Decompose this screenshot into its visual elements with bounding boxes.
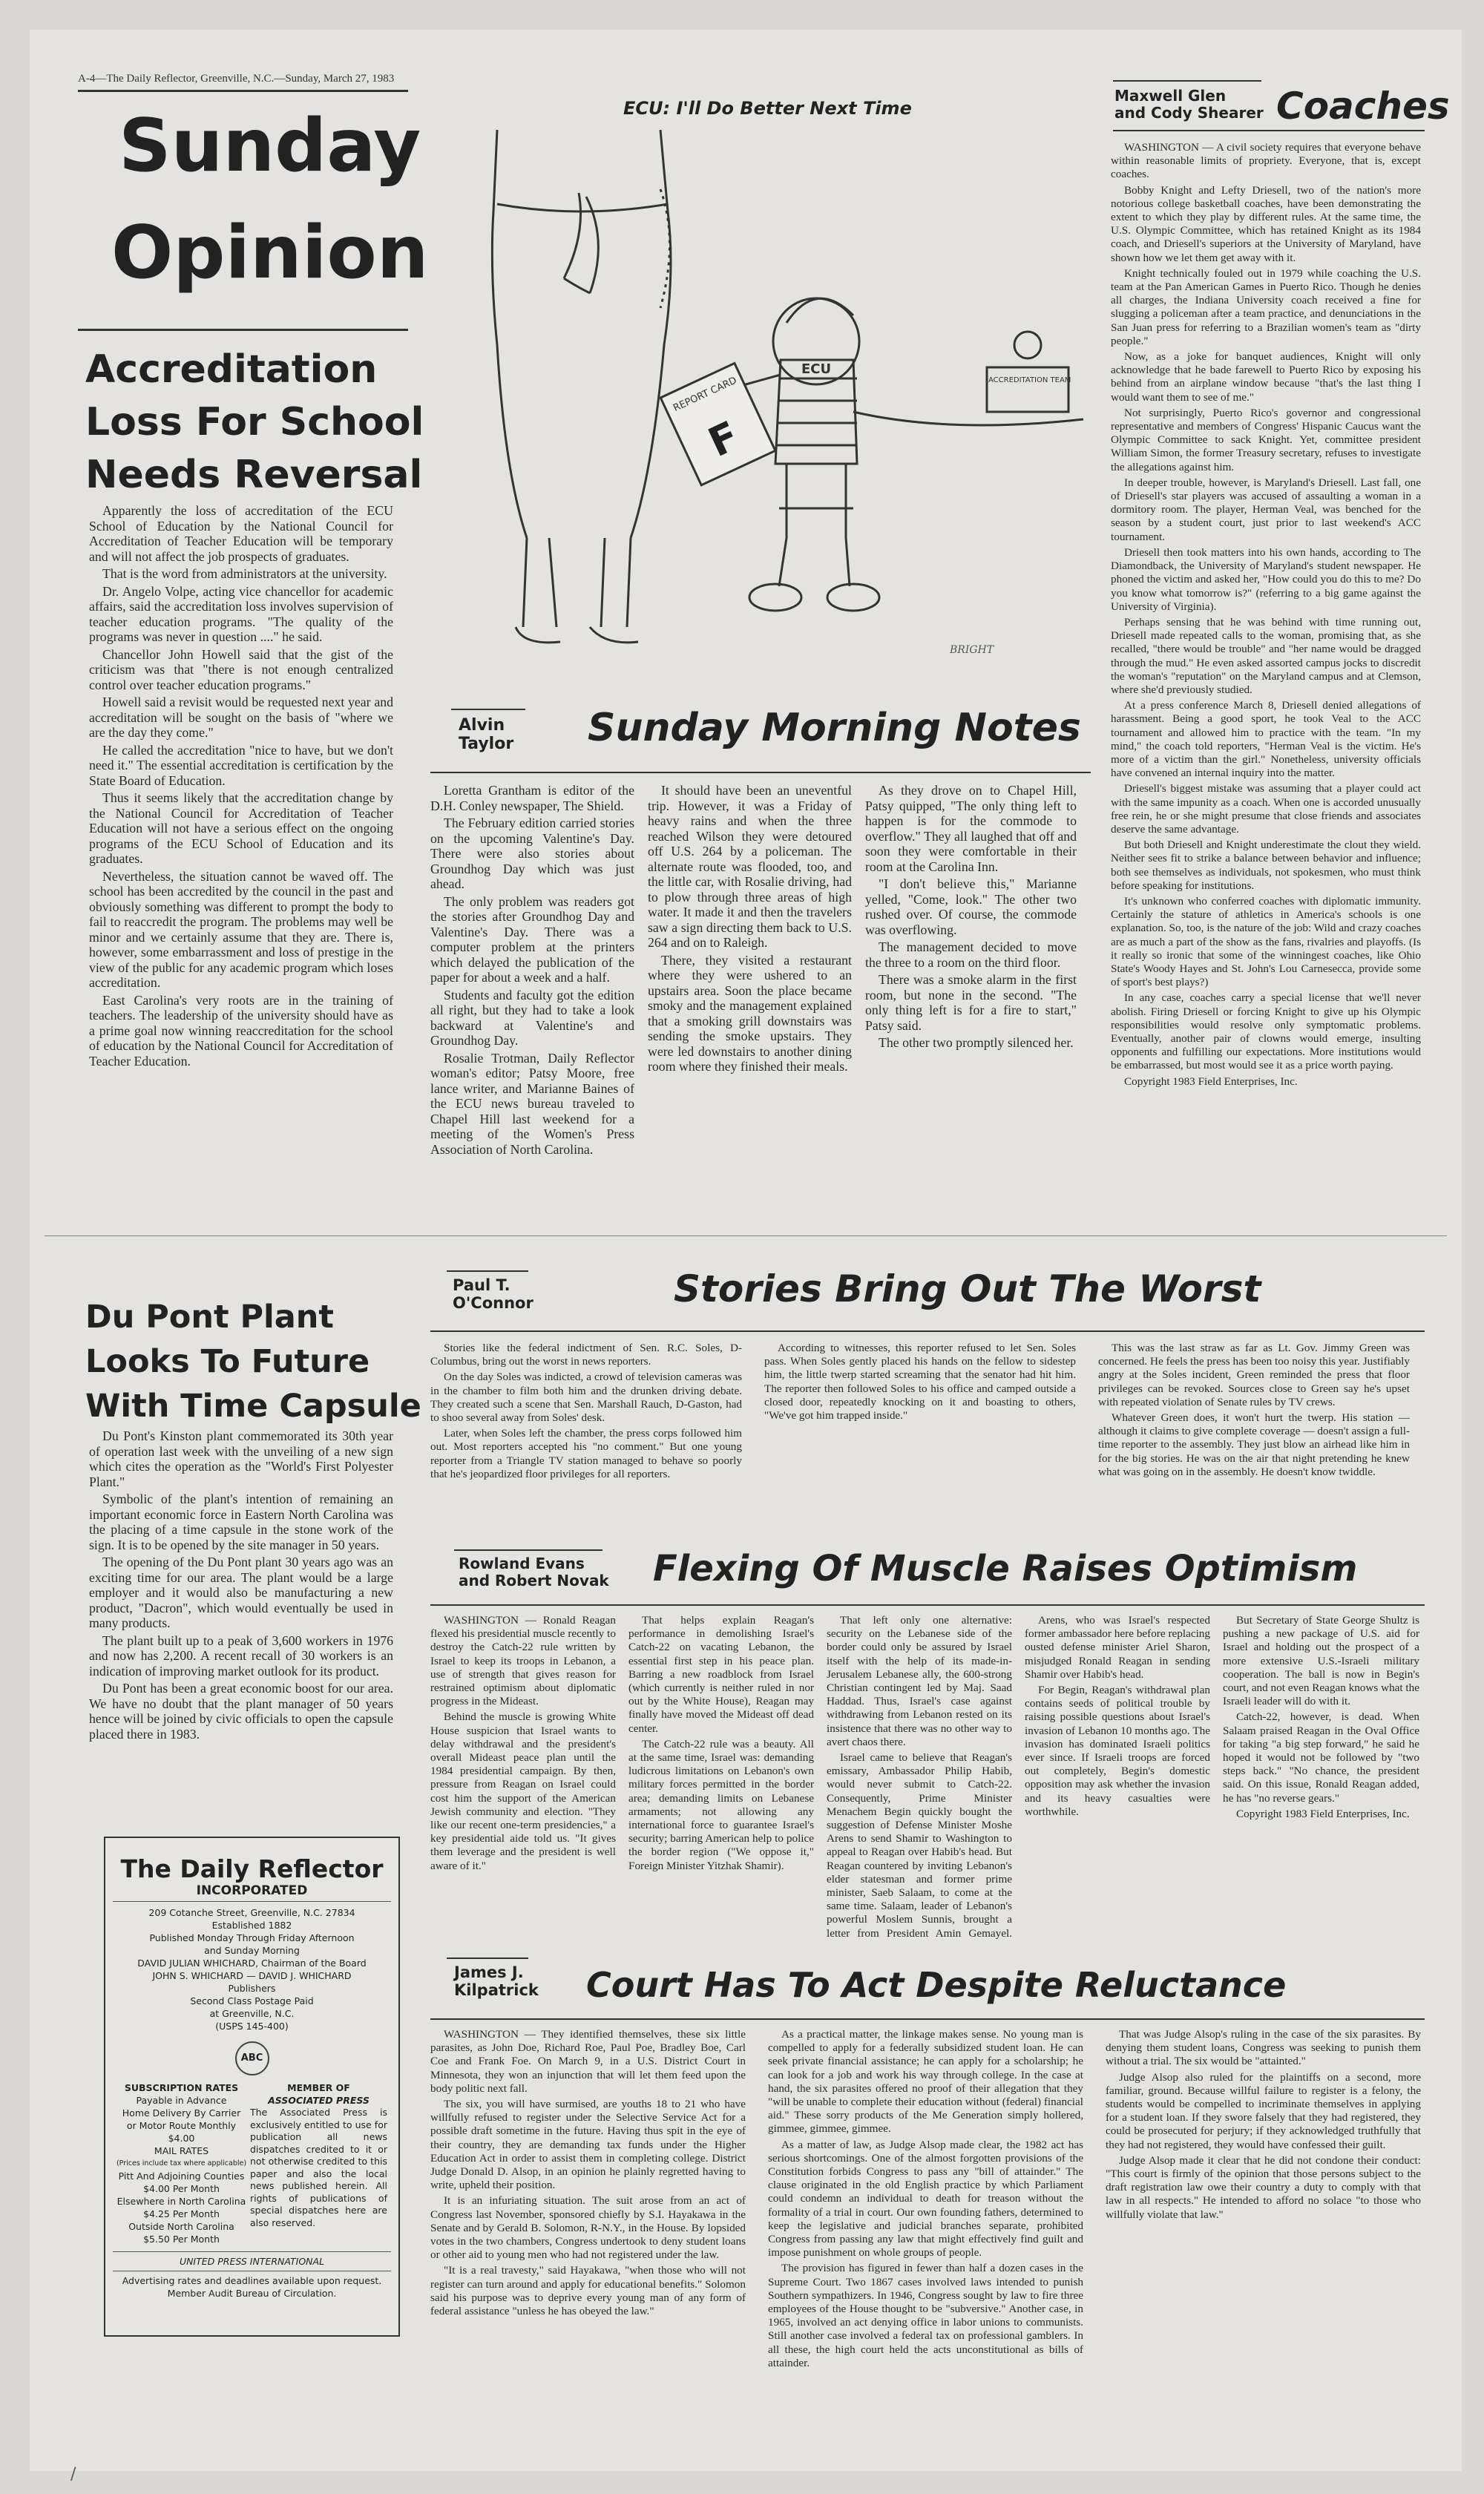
editorial-cartoon: [438, 122, 1091, 664]
court-paragraph: It is an infuriating situation. The suit arose from an act of Congress last November, sponsored chiefly by S.I. Hayakawa in the Senate and by Gerald B. Solomon, R-N.Y., in the House. By lopsided votes in the two chambers, Congress undertook to deny student loans or other aid to young men who had not registered under the law.: [430, 2194, 746, 2262]
notes-paragraph: The February edition carried stories on the upcoming Valentine's Day. There were also stories about Groundhog Day which was just ahead.: [430, 816, 634, 891]
flexing-column-3: [827, 1614, 1012, 1940]
court-byline-line-1: James J.: [454, 1963, 524, 1981]
editorial-paragraph: Dr. Angelo Volpe, acting vice chancellor for academic affairs, said the accreditation loss involves supervision of teacher education programs. "The quality of the programs was never in question ...." he said.: [89, 583, 393, 644]
stories-paragraph: Later, when Soles left the chamber, the press corps followed him out. Most reporters accepted his "no comment." But one young reporter from a Triangle TV station managed to behave so poorly that he's jeopardized floor privileges for all reporters.: [430, 1427, 742, 1480]
flexing-paragraph: Catch-22, however, is dead. When Salaam praised Reagan in the Oval Office for taking "a big step forward," he said he hoped it would not be followed by "two steps back." "No chance, the president said. On this issue, Ronald Reagan added, he has "no reverse gears.": [1223, 1710, 1419, 1805]
page-mark: /: [70, 2465, 76, 2484]
court-paragraph: WASHINGTON — They identified themselves, these six little parasites, as John Doe, Richard Roe, Paul Poe, Bradley Boe, Carl Coe and Frank Foe. On March 9, in a U.S. District Court in Minnesota, they won an injunction that will let them feed upon the body politic next fall.: [430, 2028, 746, 2095]
coaches-paragraph: Knight technically fouled out in 1979 while coaching the U.S. team at the Pan American Games in Puerto Rico. Though he denies all charges, the Indiana University coach received a fine for slugging a policeman after a team practice, and denunciations in the San Juan press for referring to a Brazilian women's team as "dirty people.": [1111, 266, 1421, 347]
flexing-byline-rule: [454, 1549, 603, 1551]
court-paragraph: As a practical matter, the linkage makes sense. No young man is compelled to apply for a federally subsidized student loan. He can seek private financial assistance; he can apply for a scholarship; he can look for a job and work his way through college. In the case at hand, the six parasites offered no proof of their allegation that they "will be unable to complete their education without (federal) financial aid." These sorry products of the Me Generation simply hollered, gimmee, gimmee, gimmee.: [768, 2028, 1083, 2136]
coaches-paragraph: Now, as a joke for banquet audiences, Knight will only acknowledge that he bade farewell to Puerto Rico by exposing his behind from an airplane window because "that's the last thing I would want them to see of me.": [1111, 350, 1421, 404]
abc-seal-icon: ABC: [235, 2041, 269, 2075]
stories-byline-rule: [447, 1270, 528, 1272]
section-title-sunday: Sunday: [119, 104, 421, 188]
flexing-paragraph: Behind the muscle is growing White House suspicion that Israel wants to delay withdrawal and the president's overall Mideast peace plan until the 1984 presidential campaign. By then, pressure from Reagan on Israel could cost him the support of the American Jewish community and election. "They like our recent one-term presidencies," a key presidential aide told us. "It gives them leverage and the president is well aware of it.": [430, 1710, 616, 1872]
coaches-headline: Coaches: [1276, 85, 1450, 128]
notes-paragraph: The only problem was readers got the stories after Groundhog Day and Valentine's Day. There was a computer problem at the printers which delayed the publication of the paper for about a week and a half.: [430, 893, 634, 985]
dupont-headline-line-1: Du Pont Plant: [85, 1299, 334, 1336]
flexing-byline: [459, 1555, 609, 1589]
stories-paragraph: Stories like the federal indictment of Sen. R.C. Soles, D-Columbus, bring out the worst in news reporters.: [430, 1342, 742, 1368]
dupont-paragraph: The plant built up to a peak of 3,600 workers in 1976 and now has 2,200. A recent recall of 30 workers is an indication of improving market outlook for its product.: [89, 1632, 393, 1678]
notes-rule: [430, 772, 1091, 773]
flexing-paragraph: Copyright 1983 Field Enterprises, Inc.: [1236, 1807, 1410, 1820]
court-paragraph: That was Judge Alsop's ruling in the case of the six parasites. By denying them student loans, Congress was seeking to punish them without a trial. The six would be "attainted.": [1106, 2028, 1421, 2068]
court-paragraph: "It is a real travesty," said Hayakawa, "when those who will not register can turn around and apply for educational benefits." Solomon said his purpose was to deprive every young man of any form of federal assistance "unless he has obeyed the law.": [430, 2264, 746, 2318]
flexing-paragraph: That left only one alternative: security on the Lebanese side of the border could only be assured by Israel itself with the help of its made-in-Jerusalem Lebanese ally, the 600-strong Christian contingent led by Maj. Saad Haddad. Thus, Israel's case against withdrawing from Lebanon rested on its insistence that there was no other way to avert chaos there.: [827, 1614, 1012, 1748]
flexing-paragraph: That helps explain Reagan's performance in demolishing Israel's Catch-22 on vacating Lebanon, the essential first step in his peace plan. Barring a new roadblock from Israel (which currently is neither ruled in nor out by the White House), Reagan may finally have moved the Mideast off dead center.: [628, 1614, 814, 1735]
flexing-paragraph: For Begin, Reagan's withdrawal plan contains seeds of political trouble by raising possible questions about Israel's invasion of Lebanon 10 months ago. The invasion has dominated Israeli politics ever since. If Israeli troops are forced out completely, Begin's domestic opposition may ask whether the invasion and its heavy casualties were worthwhile.: [1025, 1684, 1210, 1818]
member-of: [250, 2081, 387, 2245]
notes-byline: [459, 716, 513, 754]
court-column-1: [430, 2028, 746, 2392]
masthead-published-1: Published Monday Through Friday Afternoon: [149, 1932, 355, 1943]
court-paragraph: The six, you will have surmised, are youths 18 to 21 who have willfully refused to register under the Selective Service Act for a possible draft sometime in the future. Having thus spit in the eye of their country, they are demanding tax funds under the Higher Education Act in order to assist them in completing college. District Judge Donald D. Alsop, in an opinion he plainly regretted having to write, upheld their position.: [430, 2098, 746, 2192]
notes-headline: Sunday Morning Notes: [588, 706, 1081, 750]
flexing-byline-line-2: and Robert Novak: [459, 1572, 609, 1589]
stories-paragraph: On the day Soles was indicted, a crowd of television cameras was in the chamber to film both him and the drunken driving debate. They created such a scene that Sen. Marshall Rauch, D-Gaston, had to shoo several away from Soles' desk.: [430, 1371, 742, 1425]
masthead-published-2: and Sunday Morning: [204, 1945, 300, 1956]
court-column-3: [1106, 2028, 1421, 2392]
dupont-paragraph: The opening of the Du Pont plant 30 years ago was an exciting time for our area. The plant would be a large employer and it would also be manufacturing a new product, "Dacron", which would eventually be used in many products.: [89, 1555, 393, 1630]
stories-column-3: [1098, 1342, 1410, 1501]
subscription-line: $4.25 Per Month: [143, 2208, 220, 2219]
dupont-headline-line-2: Looks To Future: [85, 1343, 370, 1380]
desk-label: ACCREDITATION TEAM: [988, 376, 1071, 384]
editorial-paragraph: He called the accreditation "nice to have, but we don't need it." The essential accreditation is certification by the State Board of Education.: [89, 742, 393, 788]
subscription-title: SUBSCRIPTION RATES: [124, 2082, 239, 2093]
stories-column-1: [430, 1342, 742, 1501]
court-rule: [430, 2018, 1425, 2020]
upi: UNITED PRESS INTERNATIONAL: [179, 2256, 325, 2267]
subscription-line: Outside North Carolina: [128, 2221, 234, 2232]
stories-byline: [453, 1276, 533, 1312]
notes-paragraph: There was a smoke alarm in the first room, but none in the second. "The only thing left is for a fire to start," Patsy said.: [865, 972, 1077, 1033]
notes-paragraph: It should have been an uneventful trip. However, it was a Friday of heavy rains and when the three reached Wilson they were detoured off U.S. 264 by a policeman. The alternate route was flooded, too, and the little car, with Rosalie driving, had to plow through three areas of high water. It made it and then the travelers saw a sign directing them back to U.S. 264 and on to Raleigh.: [648, 783, 852, 950]
report-card-grade: F: [701, 412, 746, 467]
editorial-headline: [85, 344, 424, 502]
court-byline: [454, 1963, 539, 1999]
subscription-line: $5.50 Per Month: [143, 2234, 220, 2245]
member-org: ASSOCIATED PRESS: [268, 2095, 370, 2106]
coaches-paragraph: Bobby Knight and Lefty Driesell, two of the nation's more notorious college basketball coaches, have been demonstrating the extent to which they play by different rules. At the same time, the U.S. Olympic Committee, which has retained Knight as its 1984 coach, and Driesell's superiors at the University of Maryland, have shown how we let them get away with it.: [1111, 183, 1421, 264]
coaches-rule: [1113, 130, 1425, 131]
notes-byline-line-2: Taylor: [459, 735, 514, 754]
coaches-paragraph: Not surprisingly, Puerto Rico's governor and congressional representative and members of Congress' Hispanic Caucus want the Olympic Committee to sack Knight. Yet, committee president William Simon, the former Treasury secretary, refuses to investigate the allegations against him.: [1111, 406, 1421, 473]
masthead-publishers: JOHN S. WHICHARD — DAVID J. WHICHARD: [152, 1970, 352, 1981]
subscription-rates: [113, 2081, 250, 2245]
coaches-paragraph: At a press conference March 8, Driesell denied allegations of harassment. Being a good sport, he took Veal to the ACC tournament and allowed him to practice with the team. "In my mind," the coach told reporters, "Herman Veal is the victim. He's more of a victim than the girl." Nonetheless, university officials have convened an internal inquiry into the matter.: [1111, 699, 1421, 780]
editorial-headline-line-1: Accreditation: [85, 347, 378, 392]
court-column-2: [768, 2028, 1083, 2392]
court-byline-rule: [447, 1958, 528, 1959]
coaches-paragraph: WASHINGTON — A civil society requires that everyone behave within reasonable limits of propriety. Everyone, that is, except coaches.: [1111, 141, 1421, 181]
subscription-line: (Prices include tax where applicable): [116, 2159, 247, 2168]
editorial-paragraph: Thus it seems likely that the accreditation change by the National Council for Accreditation of Teacher Education will not have a serious effect on the ongoing programs of the ECU School of Education and its graduates.: [89, 790, 393, 866]
coaches-paragraph: Driesell then took matters into his own hands, according to The Diamondback, the University of Maryland's student newspaper. He phoned the victim and asked her, "How could you do this to me? Do you know what tomorrow is?" (referring to a big game against the University of Virginia).: [1111, 545, 1421, 613]
coaches-paragraph: Driesell's biggest mistake was assuming that a player could act with the same impunity as a coach. When one is accorded unusually free rein, he or she might presume that close friends and associates deserve the same advantage.: [1111, 782, 1421, 836]
section-title-opinion: Opinion: [111, 211, 429, 295]
flexing-column-2: [628, 1614, 814, 1940]
flexing-paragraph: WASHINGTON — Ronald Reagan flexed his presidential muscle recently to destroy the Catch-22 rule written by Israel to keep its troops in Lebanon, a use of strength that gives reason for restrained optimism about diplomatic progress in the Mideast.: [430, 1614, 616, 1708]
notes-column-3: [865, 783, 1077, 1213]
court-headline: Court Has To Act Despite Reluctance: [586, 1965, 1287, 2005]
court-byline-line-2: Kilpatrick: [454, 1981, 539, 2000]
shirt-label: ECU: [801, 361, 832, 377]
coaches-byline: [1114, 88, 1264, 122]
coaches-paragraph: But both Driesell and Knight underestimate the clout they wield. Neither sees fit to strike a balance between behavior and influence; both see themselves as individuals, not spokesmen, who must think before speaking for institutions.: [1111, 839, 1421, 892]
stories-rule: [430, 1330, 1425, 1332]
flexing-paragraph: The Catch-22 rule was a beauty. All at the same time, Israel was: demanding ludicrous limitations on Lebanon's own military forces permitted in the border area; demanding limits on Lebanese armaments; not allowing any international force to guarantee Israel's security; barring American help to police the border region ("We oppose it," Foreign Minister Yitzhak Shamir).: [628, 1737, 814, 1872]
coaches-byline-line-2: and Cody Shearer: [1114, 104, 1264, 122]
masthead-postage-2: at Greenville, N.C.: [209, 2008, 295, 2019]
stories-byline-line-1: Paul T.: [453, 1276, 510, 1294]
court-paragraph: The provision has figured in fewer than half a dozen cases in the Supreme Court. Two 1867 cases involved laws intended to punish Southern sympathizers. In 1946, Congress sought by law to fire three employees of the House thought to be "subversive." Another case, in 1965, involved an act denying office in labor unions to communists. Still another case involved a federal tax on professional gamblers. In all these, the high court held the acts unconstitutional as bills of attainder.: [768, 2262, 1083, 2369]
flexing-headline: Flexing Of Muscle Raises Optimism: [653, 1548, 1358, 1589]
notes-column-1: [430, 783, 634, 1213]
masthead-address: 209 Cotanche Street, Greenville, N.C. 27834: [148, 1907, 355, 1918]
cartoon-signature: BRIGHT: [950, 644, 994, 656]
dupont-headline-line-3: With Time Capsule: [85, 1388, 421, 1425]
editorial-paragraph: Nevertheless, the situation cannot be waved off. The school has been accredited by the council in the past and obviously something was different to prompt the body to fail to reaccredit the program. The problems may well be minor and we certainly assume that they are. There is, however, some embarrassment and loss of prestige in the view of the public for any academic program which loses accreditation.: [89, 868, 393, 990]
flexing-column-4: [1025, 1614, 1210, 1940]
stories-paragraph: According to witnesses, this reporter refused to let Sen. Soles pass. When Soles gently placed his hands on the fellow to sidestep him, the little twerp started screaming that the senator had hit him. The reporter then followed Soles to his office and camped outside a closed door, repeatedly knocking on it and boasting to others, "We've got him trapped inside.": [764, 1342, 1076, 1422]
flexing-paragraph: Arens, who was Israel's respected former ambassador here before replacing ousted defense minister Ariel Sharon, misjudged Ronald Reagan in sending Shamir over Habib's head.: [1025, 1614, 1210, 1681]
notes-paragraph: Students and faculty got the edition all right, but they had to take a look backward at Valentine's and Groundhog Day.: [430, 987, 634, 1048]
masthead-name: The Daily Reflector: [120, 1854, 384, 1883]
coaches-paragraph: Copyright 1983 Field Enterprises, Inc.: [1124, 1074, 1298, 1088]
coaches-paragraph: Perhaps sensing that he was behind with time running out, Driesell made repeated calls to the woman, promising that, as she recalled, "there would be trouble" and "her name would be dragged through the mud." He even asked assorted campus jocks to discredit the woman's "reputation" on the Maryland campus and at Clemson, where she'd previously studied.: [1111, 615, 1421, 696]
notes-paragraph: "I don't believe this," Marianne yelled, "Come, look." The other two rushed over. Of course, the commode was overflowing.: [865, 876, 1077, 937]
subscription-line: Pitt And Adjoining Counties: [118, 2170, 245, 2182]
flexing-byline-line-1: Rowland Evans: [459, 1555, 585, 1572]
masthead-established: Established 1882: [211, 1920, 292, 1931]
member-text: The Associated Press is exclusively entitled to use for publication all news dispatches credited to it or not otherwise credited to this paper and also the local news published herein. All rights of publications of special dispatches here are also reserved.: [250, 2107, 387, 2228]
editorial-paragraph: Howell said a revisit would be requested next year and accreditation will be sought on the basis of "where we are the day they come.": [89, 695, 393, 740]
editorial-body: [89, 503, 393, 1197]
stories-headline: Stories Bring Out The Worst: [674, 1267, 1261, 1310]
subscription-line: $4.00 Per Month: [143, 2183, 220, 2194]
flexing-column-1: [430, 1614, 616, 1940]
notes-column-2: [648, 783, 852, 1213]
dupont-body: [89, 1428, 393, 1829]
stories-column-2: [764, 1342, 1076, 1501]
coaches-paragraph: In deeper trouble, however, is Maryland's Driesell. Last fall, one of Driesell's star players was accused of assaulting a woman in a dormitory room. The player, Herman Veal, was benched for the season by a student court, just prior to last weekend's ACC tournament.: [1111, 476, 1421, 543]
editorial-paragraph: That is the word from administrators at the university.: [102, 566, 387, 581]
coaches-paragraph: It's unknown who conferred coaches with diplomatic immunity. Certainly the stature of athletics in America's schools is one explanation. So, too, is the nature of the job: Wild and crazy coaches are as much a part of the show as the fans, rivalries and playoffs. (Is it really so ironic that some of the winningest coaches, like Ohio State's Woody Hayes and St. John's Lou Carnesecca, provide some of sport's best plays?): [1111, 894, 1421, 989]
masthead-incorporated: INCORPORATED: [196, 1883, 308, 1898]
subscription-line: or Motor Route Monthly $4.00: [126, 2120, 237, 2144]
coaches-byline-rule: [1113, 80, 1261, 82]
dupont-paragraph: Symbolic of the plant's intention of remaining an important economic force in Eastern North Carolina was the placing of a time capsule in the stone work of the sign. It is to be opened by the site manager in 50 years.: [89, 1492, 393, 1552]
flexing-column-5: [1223, 1614, 1419, 1940]
dupont-paragraph: Du Pont has been a great economic boost for our area. We have no doubt that the plant manager of 50 years hence will be joined by civic officials to open the capsule placed there in 1983.: [89, 1681, 393, 1742]
notes-paragraph: The management decided to move the three to a room on the third floor.: [865, 939, 1077, 970]
subscription-line: Payable in Advance: [136, 2095, 227, 2106]
masthead-chairman: DAVID JULIAN WHICHARD, Chairman of the Board: [137, 1958, 367, 1969]
masthead-footer-1: Advertising rates and deadlines available upon request.: [122, 2275, 382, 2286]
notes-paragraph: As they drove on to Chapel Hill, Patsy quipped, "The only thing left to happen is for the commode to overflow." They all laughed that off and soon they were comfortable in their room at the Carolina Inn.: [865, 783, 1077, 874]
stories-paragraph: Whatever Green does, it won't hurt the twerp. His station — although it claims to give complete coverage — doesn't assign a full-time reporter to the assembly. They just blow an airhead like him in for the big stories. He was on the air that night pretending he knew what was going on in the assembly. He doesn't know twiddle.: [1098, 1411, 1410, 1478]
court-paragraph: As a matter of law, as Judge Alsop made clear, the 1982 act has serious shortcomings. One of the almost forgotten provisions of the Constitution forbids Congress to pass any "bill of attainder." The clause originated in the old English practice by which Parliament could condemn an individual to death for treason without the formality of a trial in court. Our own founding fathers, determined to keep the legislative and judicial branches separate, prohibited Congress from passing any law that might effectively find guilt and impose punishment on whole groups of people.: [768, 2138, 1083, 2260]
masthead-usps: (USPS 145-400): [215, 2021, 289, 2032]
coaches-byline-line-1: Maxwell Glen: [1114, 87, 1227, 105]
masthead-box: [104, 1837, 400, 2337]
cartoon-title: ECU: I'll Do Better Next Time: [623, 98, 912, 119]
editorial-paragraph: Chancellor John Howell said that the gist of the criticism was that "there is not enough centralized control over teacher education programs.": [89, 646, 393, 692]
member-title: MEMBER OF: [287, 2082, 350, 2093]
subscription-line: Home Delivery By Carrier: [122, 2107, 241, 2119]
coaches-paragraph: In any case, coaches carry a special license that we'll never abolish. Firing Driesell or forcing Knight to give up his Olympic responsibilities would resolve only symptomatic problems. Eventually, another pair of clowns would emerge, insulting opponents and fulfilling our expectations. More institutions would be embarrassed, but most would see it as a price worth paying.: [1111, 991, 1421, 1072]
flexing-rule: [430, 1604, 1425, 1606]
editorial-paragraph: East Carolina's very roots are in the training of teachers. The leadership of the university should have as a prime goal now winning reaccreditation for the school of education by the National Council for Accreditation of Teacher Education.: [89, 992, 393, 1069]
flexing-paragraph: Israel came to believe that Reagan's emissary, Ambassador Philip Habib, would never submit to Catch-22. Consequently, Prime Minister Menachem Begin quickly bought the suggestion of Defense Minister Moshe Arens to send Shamir to Washington to appeal to Reagan over Habib's head. But Reagan countered by inviting Lebanon's elder statesman and former prime minister, Saeb Salaam, to come at the same time. Salaam, leader of Lebanon's powerful Moslem Sunnis, brought a letter from President Amin Gemayel.: [827, 1751, 1012, 1940]
court-paragraph: Judge Alsop made it clear that he did not condone their conduct: "This court is firmly of the opinion that those persons subject to the draft registration law owe their country a duty to comply with that law in all respects." He intended to afford no solace "to those who willfully violate that law.": [1106, 2153, 1421, 2221]
title-rule: [78, 329, 408, 331]
editorial-paragraph: Apparently the loss of accreditation of the ECU School of Education by the National Council for Accreditation of Teacher Education will be temporary and will not affect the job prospects of graduates.: [89, 503, 393, 564]
notes-byline-line-1: Alvin: [459, 716, 505, 735]
editorial-headline-line-3: Needs Reversal: [85, 453, 423, 497]
court-paragraph: Judge Alsop also ruled for the plaintiffs on a second, more familiar, ground. Because willful failure to register is a felony, the students would be compelled to incriminate themselves in applying for a student loan. If they swore falsely that they had registered, they could be prosecuted for perjury; if they acknowledged truthfully that they had not registered, they would have confessed their guilt.: [1106, 2070, 1421, 2151]
dupont-paragraph: Du Pont's Kinston plant commemorated its 30th year of operation last week with the unveiling of a new sign which cites the operation as the "World's First Polyester Plant.": [89, 1428, 393, 1489]
dateline: A-4—The Daily Reflector, Greenville, N.C.—Sunday, March 27, 1983: [78, 73, 395, 85]
notes-paragraph: There, they visited a restaurant where they were ushered to an upstairs area. Soon the place became smoky and the management explained that a smoking grill downstairs was sending the smoke upstairs. They were led downstairs to another dining room where they finished their meals.: [648, 952, 852, 1074]
subscription-line: MAIL RATES: [154, 2145, 209, 2156]
subscription-line: Elsewhere in North Carolina: [116, 2196, 246, 2207]
notes-paragraph: The other two promptly silenced her.: [879, 1035, 1074, 1050]
stories-paragraph: This was the last straw as far as Lt. Gov. Jimmy Green was concerned. He feels the press has been too noisy this year. Justifiably angry at the Soles incident, Green reminded the press that floor privileges can be revoked. Sources close to Green say he's upset with repeated violation of Senate rules by TV crews.: [1098, 1342, 1410, 1408]
notes-paragraph: Rosalie Trotman, Daily Reflector woman's editor; Patsy Moore, free lance writer, and Marianne Baines of the ECU news bureau traveled to Chapel Hill last weekend for a meeting of the Women's Press Association of North Carolina.: [430, 1050, 634, 1157]
cartoon-figure: [492, 130, 527, 538]
report-card-label: REPORT CARD: [672, 375, 739, 415]
notes-paragraph: Loretta Grantham is editor of the D.H. Conley newspaper, The Shield.: [430, 783, 634, 813]
dateline-rule: [78, 90, 408, 92]
section-divider: [45, 1235, 1447, 1236]
dupont-headline: [85, 1295, 421, 1428]
masthead-postage-1: Second Class Postage Paid: [190, 1995, 314, 2006]
notes-byline-rule: [451, 709, 525, 710]
stories-byline-line-2: O'Connor: [453, 1294, 533, 1313]
flexing-paragraph: But Secretary of State George Shultz is pushing a new package of U.S. aid for Israel and holding out the prospect of a more extensive U.S.-Israeli military cooperation. The ball is now in Begin's court, and not even Reagan knows what the Israeli leader will do with it.: [1223, 1614, 1419, 1708]
masthead-publishers-label: Publishers: [228, 1983, 276, 1994]
editorial-headline-line-2: Loss For School: [85, 400, 424, 444]
coaches-body: [1111, 141, 1421, 1202]
masthead-footer-2: Member Audit Bureau of Circulation.: [167, 2288, 337, 2299]
